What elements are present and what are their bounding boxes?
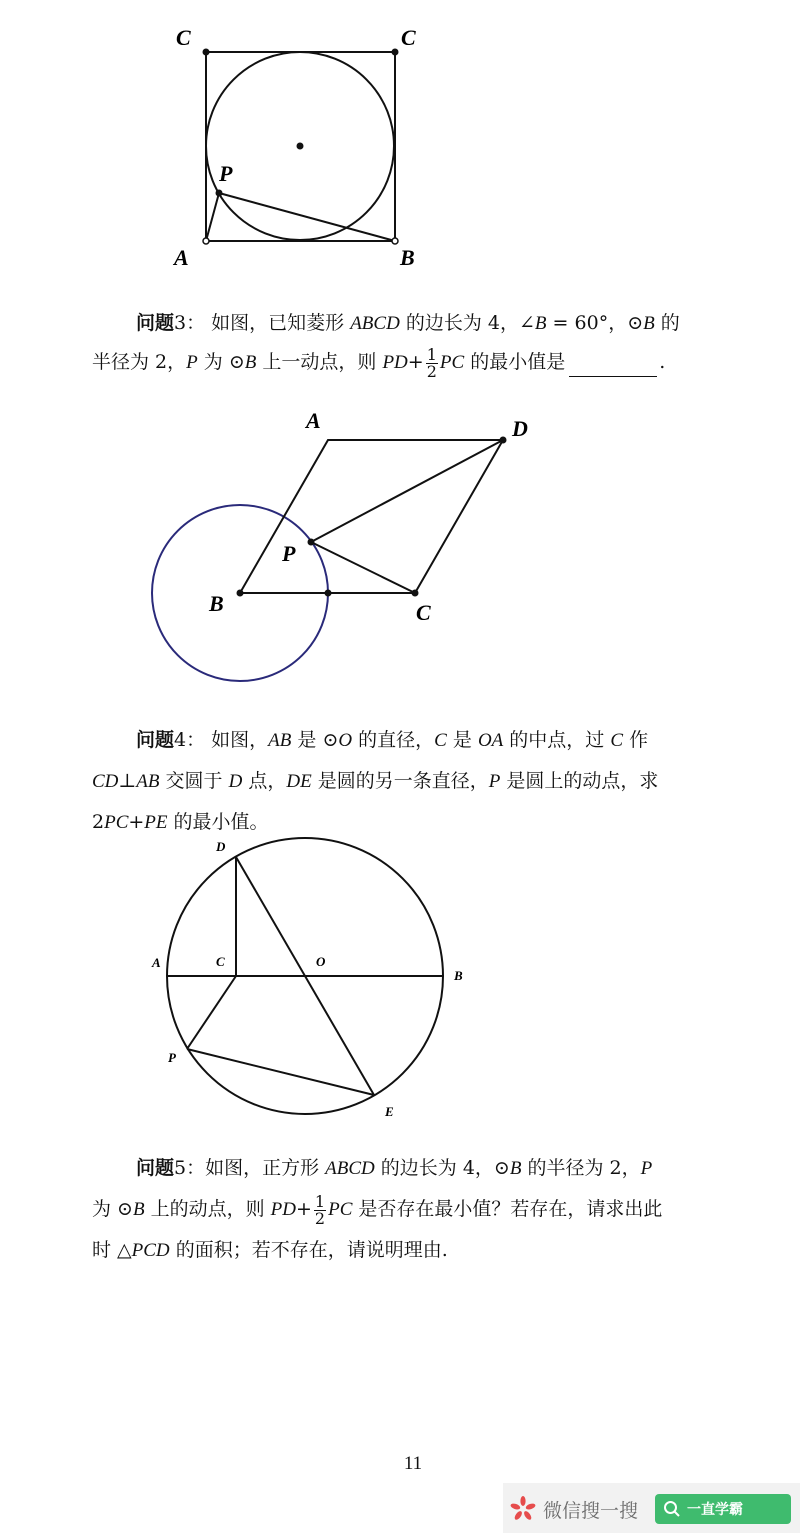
label-c: C: [416, 600, 431, 625]
label-e: E: [385, 1104, 394, 1119]
page-number: 11: [403, 1453, 423, 1474]
point-c: [412, 590, 419, 597]
watermark-bar[interactable]: [503, 1483, 800, 1533]
point-b: [392, 238, 398, 244]
search-badge-button[interactable]: [655, 1494, 791, 1524]
label-a: A: [174, 245, 189, 270]
figure-2: [0, 395, 800, 695]
problem-4: 问题4： 如图，AB 是 ⊙O 的直径，C 是 OA 的中点，过 C 作 CD⊥AB 交圆于 D 点，DE 是圆的另一条直径，P 是圆上的动点，求 2PC+PE 的最小值。: [92, 729, 659, 833]
fraction-one-half: $\frac{1}{2}$: [314, 1191, 326, 1228]
label-p: P: [219, 161, 233, 186]
label-c-right: C: [401, 25, 416, 50]
watermark-text: 微信搜一搜: [543, 1500, 639, 1522]
label-d: D: [216, 839, 226, 854]
point-b: [237, 590, 244, 597]
fraction-one-half: $\frac{1}{2}$: [426, 344, 437, 381]
point-c-left: [203, 49, 210, 56]
problem-5: 问题5：如图，正方形 ABCD 的边长为 4，⊙B 的半径为 2，P 为 ⊙B 上的动点，则 PD+ $\frac{1}{2}$ PC 是否存在最小值？若存在，请求出此 时 △PCD 的面积；若不存在，请说明理由.: [92, 1157, 663, 1261]
center-point: [297, 143, 304, 150]
segment-ap: [206, 193, 219, 241]
segment-pb: [219, 193, 395, 241]
segment-pc: [311, 542, 415, 593]
label-a: A: [306, 408, 321, 433]
point-c-right: [392, 49, 399, 56]
problem-5-heading: 问题: [136, 1157, 175, 1179]
label-p: P: [282, 541, 296, 566]
label-o: O: [316, 954, 326, 969]
point-midpoint: [325, 590, 332, 597]
point-a: [203, 238, 209, 244]
problem-3-heading: 问题: [136, 312, 175, 334]
search-badge-label: 一直学霸: [687, 1502, 743, 1518]
label-c-left: C: [176, 25, 191, 50]
figure-1: [0, 0, 800, 280]
wechat-search-logo-icon: [509, 1495, 537, 1523]
segment-cp: [187, 976, 236, 1049]
search-icon: [663, 1500, 681, 1518]
label-b: B: [454, 968, 463, 983]
point-p: [308, 539, 315, 546]
figure-3: [0, 835, 800, 1125]
problem-3: 问题3： 如图，已知菱形 ABCD 的边长为 4，∠B = 60°，⊙B 的 半径为 2，P 为 ⊙B 上一动点，则 PD+ $\frac{1}{2}$ PC 的最小值是 .: [92, 312, 680, 381]
point-d: [500, 437, 507, 444]
problem-4-heading: 问题: [136, 729, 175, 751]
answer-blank[interactable]: [569, 358, 657, 377]
point-p: [216, 190, 223, 197]
label-d: D: [512, 416, 528, 441]
label-c: C: [216, 954, 225, 969]
label-b: B: [400, 245, 415, 270]
rhombus-abcd: [240, 440, 503, 593]
label-a: A: [152, 955, 161, 970]
segment-pe: [187, 1049, 374, 1095]
label-p: P: [168, 1050, 176, 1065]
label-b: B: [209, 591, 224, 616]
